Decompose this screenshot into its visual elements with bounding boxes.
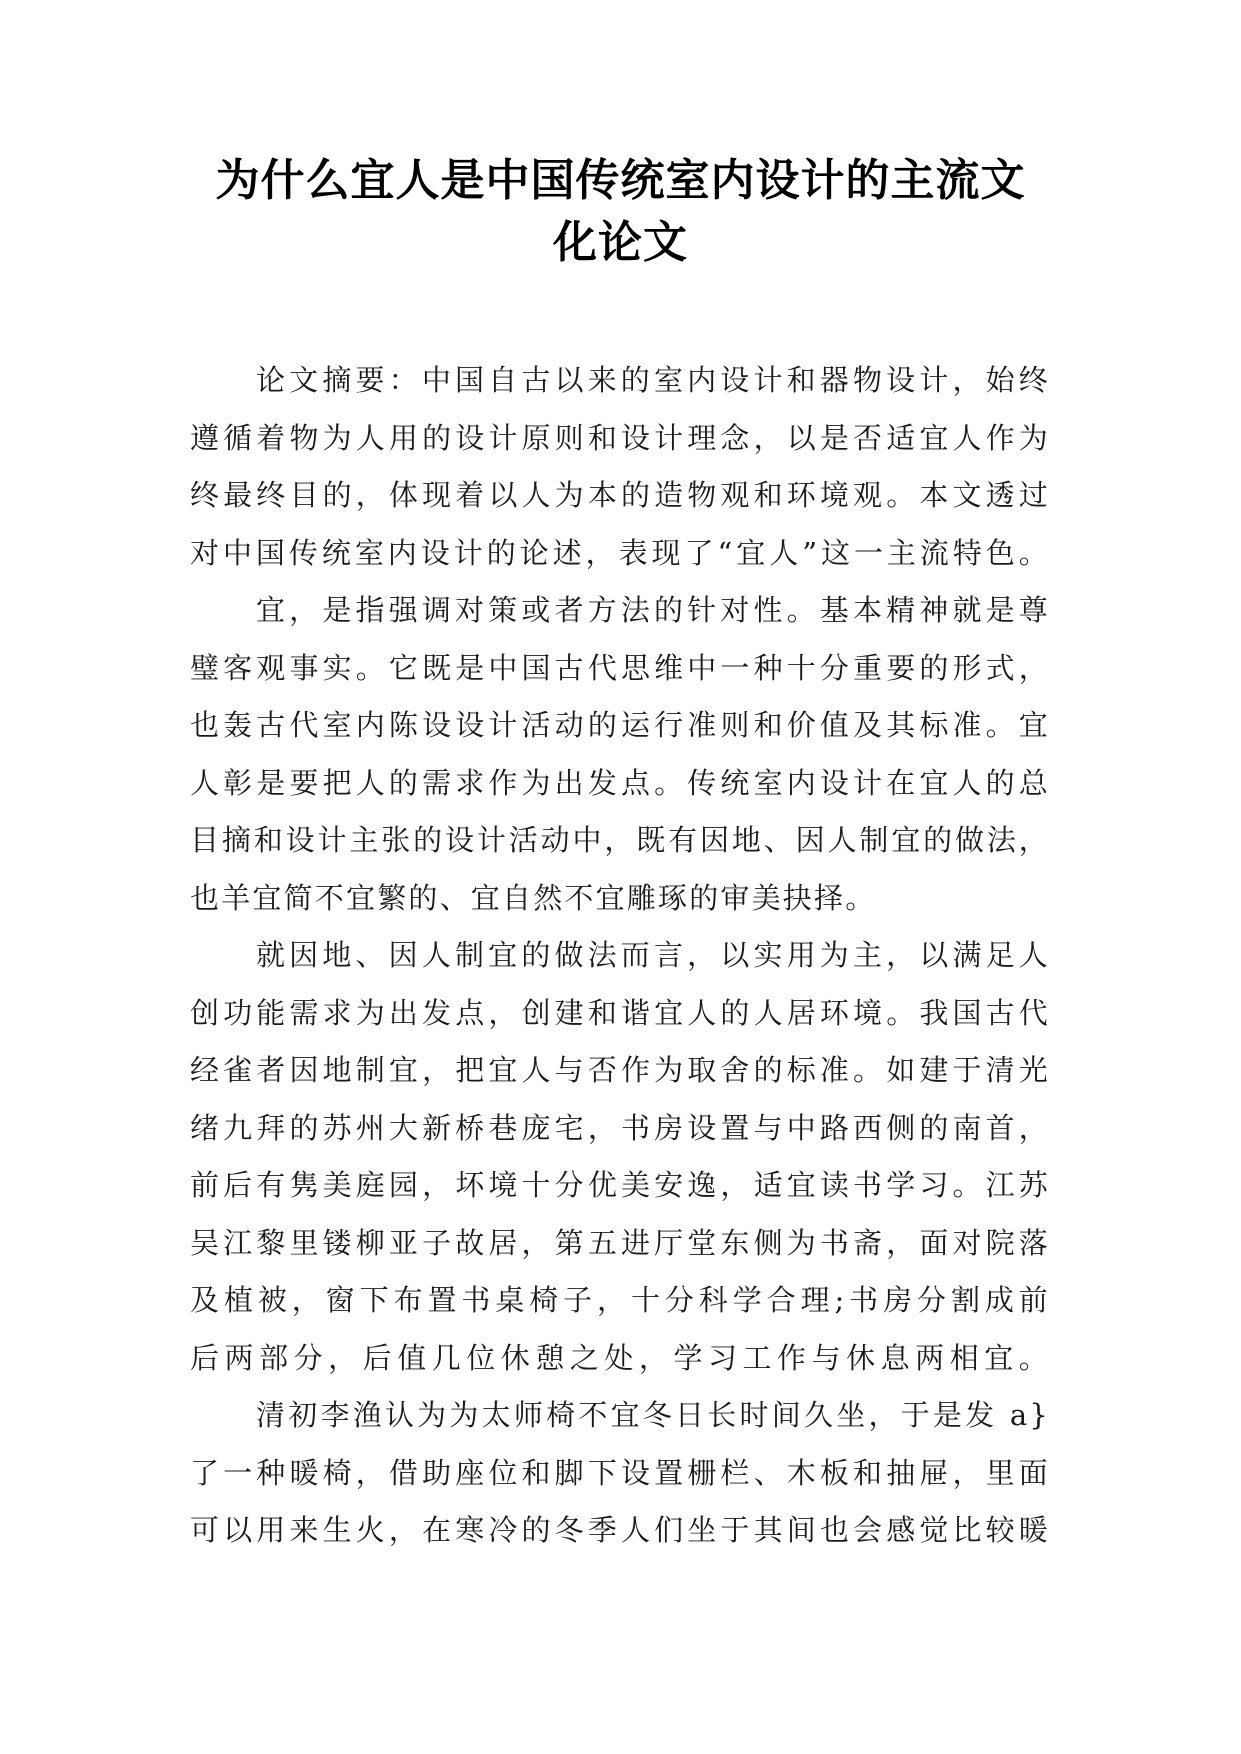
document-body	[190, 352, 1050, 1560]
text-line: 宜，是指强调对策或者方法的针对性。基本精神就是尊	[256, 593, 1050, 627]
text-line: 及植被，窗下布置书桌椅子，十分科学合理;书房分割成前	[190, 1283, 1050, 1317]
text-line: 清初李渔认为为太师椅不宜冬日长时间久坐，于是发 a}	[256, 1398, 1050, 1432]
text-line: 也轰古代室内陈设设计活动的运行准则和价值及其标准。宜	[190, 708, 1050, 742]
text-line: 也羊宜简不宜繁的、宜自然不宜雕琢的审美抉择。	[190, 880, 877, 915]
text-line: 璧客观事实。它既是中国古代思维中一种十分重要的形式，	[190, 650, 1050, 685]
text-line: 论文摘要：中国自古以来的室内设计和器物设计，始终	[256, 363, 1050, 397]
paragraph-2	[190, 582, 1050, 927]
text-line: 吴江黎里镂柳亚子故居，第五进厅堂东侧为书斋，面对院落	[190, 1225, 1050, 1260]
text-line: 经雀者因地制宜，把宜人与否作为取舍的标准。如建于清光	[190, 1053, 1050, 1087]
text-line: 创功能需求为出发点，创建和谐宜人的人居环境。我国古代	[190, 995, 1050, 1030]
text-line: 就因地、因人制宜的做法而言，以实用为主，以满足人	[256, 938, 1050, 972]
text-line: 终最终目的，体现着以人为本的造物观和环境观。本文透过	[190, 478, 1050, 512]
paragraph-3	[190, 927, 1050, 1387]
text-line: 绪九拜的苏州大新桥巷庞宅，书房设置与中路西侧的南首，	[190, 1110, 1050, 1145]
text-line: 目摘和设计主张的设计活动中，既有因地、因人制宜的做法，	[190, 823, 1050, 857]
document-title	[140, 150, 1101, 274]
text-line: 了一种暖椅，借助座位和脚下设置栅栏、木板和抽屉，里面	[190, 1455, 1050, 1490]
text-line: 遵循着物为人用的设计原则和设计理念，以是否适宜人作为	[190, 420, 1050, 455]
title-line-1: 为什么宜人是中国传统室内设计的主流文	[215, 155, 1026, 206]
text-line: 可以用来生火，在寒冷的冬季人们坐于其间也会感觉比较暖	[190, 1513, 1050, 1547]
text-line: 后两部分，后值几位休憩之处，学习工作与休息两相宜。	[190, 1340, 1050, 1375]
paragraph-abstract	[190, 352, 1050, 582]
paragraph-4	[190, 1387, 1050, 1560]
text-line: 对中国传统室内设计的论述，表现了“宜人”这一主流特色。	[190, 535, 1050, 570]
text-line: 人彰是要把人的需求作为出发点。传统室内设计在宜人的总	[190, 765, 1050, 800]
title-line-2: 化论文	[553, 217, 688, 268]
text-line: 前后有隽美庭园，坏境十分优美安逸，适宜读书学习。江苏	[190, 1168, 1050, 1202]
